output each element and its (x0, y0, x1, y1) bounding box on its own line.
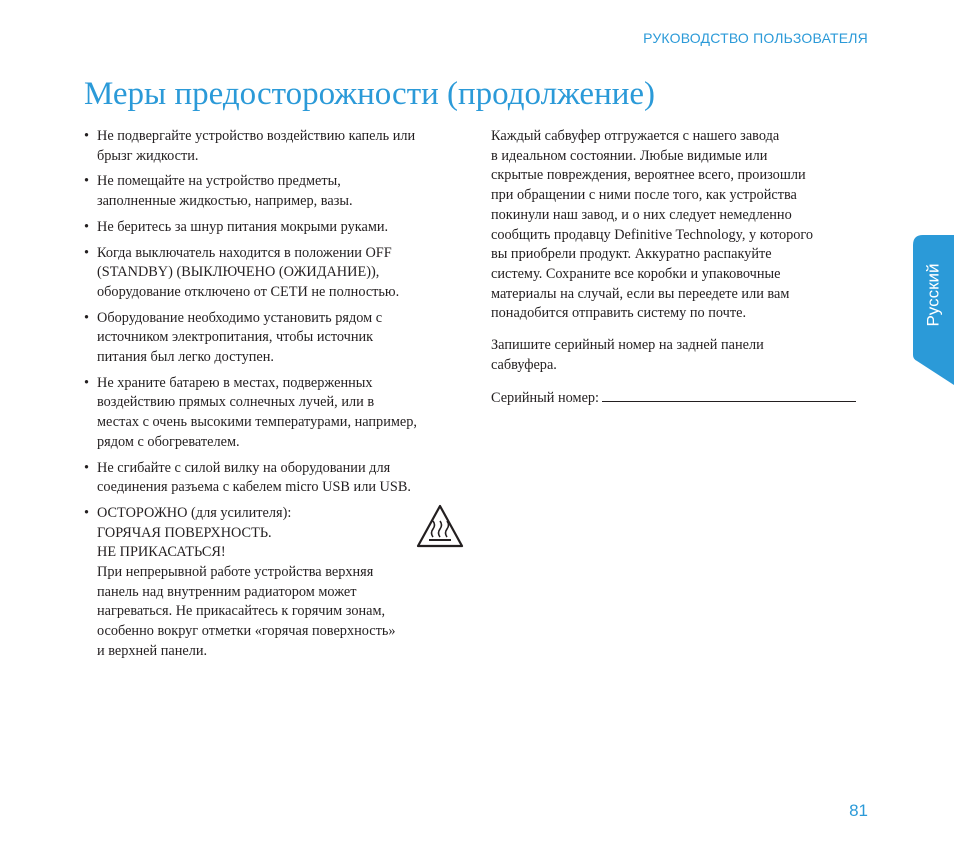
page-title: Меры предосторожности (продолжение) (84, 76, 656, 112)
text-line: заполненные жидкостью, например, вазы. (97, 193, 353, 210)
text-line: оборудование отключено от СЕТИ не полностью. (97, 283, 400, 300)
text-line: источником электропитания, чтобы источник (97, 329, 374, 346)
language-tab-label: Русский (923, 263, 943, 327)
list-item (84, 374, 468, 453)
right-column (491, 127, 876, 409)
text-line: (STANDBY) (ВЫКЛЮЧЕНО (ОЖИДАНИЕ)), (97, 264, 380, 281)
text-line: покинули наш завод, и о них следует немедленно (491, 206, 792, 223)
text-line: нагреваться. Не прикасайтесь к горячим зонам, (97, 603, 386, 620)
text-line: • Не помещайте на устройство предметы, (97, 173, 341, 190)
caution-heading: НЕ ПРИКАСАТЬСЯ! (97, 544, 226, 561)
shipping-paragraph (491, 127, 876, 324)
text-line: материалы на случай, если вы переедете или вам (491, 285, 790, 302)
text-line: Каждый сабвуфер отгружается с нашего завода (491, 128, 780, 144)
serial-number-blank (602, 387, 856, 402)
serial-instruction (491, 336, 876, 375)
list-item (84, 172, 468, 211)
list-item (84, 218, 468, 238)
text-line: • Когда выключатель находится в положении OFF (97, 244, 392, 261)
left-column (84, 127, 468, 668)
text-line: в идеальном состоянии. Любые видимые или (491, 147, 768, 164)
serial-number-label: Серийный номер: (491, 390, 600, 407)
list-item (84, 244, 468, 303)
text-line: особенно вокруг отметки «горячая поверхность» (97, 623, 396, 640)
text-line: Запишите серийный номер на задней панели (491, 337, 764, 354)
text-line: понадобится отправить систему по почте. (491, 305, 747, 322)
precautions-list (84, 127, 468, 662)
list-item (84, 309, 468, 368)
text-line: при обращении с ними после того, как устройства (491, 187, 797, 204)
hot-surface-warning-icon (416, 504, 464, 548)
text-line: соединения разъема с кабелем micro USB или USB. (97, 479, 411, 496)
text-line: скрытые повреждения, вероятнее всего, произошли (491, 167, 806, 184)
page-number: 81 (849, 801, 868, 820)
list-item (84, 127, 468, 166)
text-line: брызг жидкости. (97, 147, 199, 164)
caution-item (84, 504, 468, 662)
caution-heading: ГОРЯЧАЯ ПОВЕРХНОСТЬ. (97, 524, 272, 541)
text-line: местах с очень высокими температурами, например, (97, 414, 417, 431)
text-line: • Не подвергайте устройство воздействию капель или (97, 128, 416, 144)
text-line: и верхней панели. (97, 642, 208, 659)
text-line: сообщить продавцу Definitive Technology, у которого (491, 226, 814, 243)
text-line: рядом с обогревателем. (97, 433, 240, 450)
text-line: сабвуфера. (491, 356, 557, 373)
text-line: • Оборудование необходимо установить рядом с (97, 309, 383, 326)
language-tab-label-wrap (913, 235, 954, 355)
text-line: воздействию прямых солнечных лучей, или в (97, 394, 375, 411)
text-line: систему. Сохраните все коробки и упаковочные (491, 265, 781, 282)
text-line: При непрерывной работе устройства верхняя (97, 564, 374, 581)
running-header: РУКОВОДСТВО ПОЛЬЗОВАТЕЛЯ (643, 30, 868, 46)
text-line: панель над внутренним радиатором может (97, 583, 357, 600)
text-line: • Не беритесь за шнур питания мокрыми руками. (97, 218, 389, 235)
caution-heading: • ОСТОРОЖНО (для усилителя): (97, 504, 292, 521)
text-line: • Не сгибайте с силой вилку на оборудовании для (97, 459, 391, 476)
list-item (84, 459, 468, 498)
text-line: • Не храните батарею в местах, подверженных (97, 374, 373, 391)
serial-number-row (491, 387, 876, 409)
text-line: питания был легко доступен. (97, 349, 274, 366)
text-line: вы приобрели продукт. Аккуратно распакуйте (491, 246, 772, 263)
